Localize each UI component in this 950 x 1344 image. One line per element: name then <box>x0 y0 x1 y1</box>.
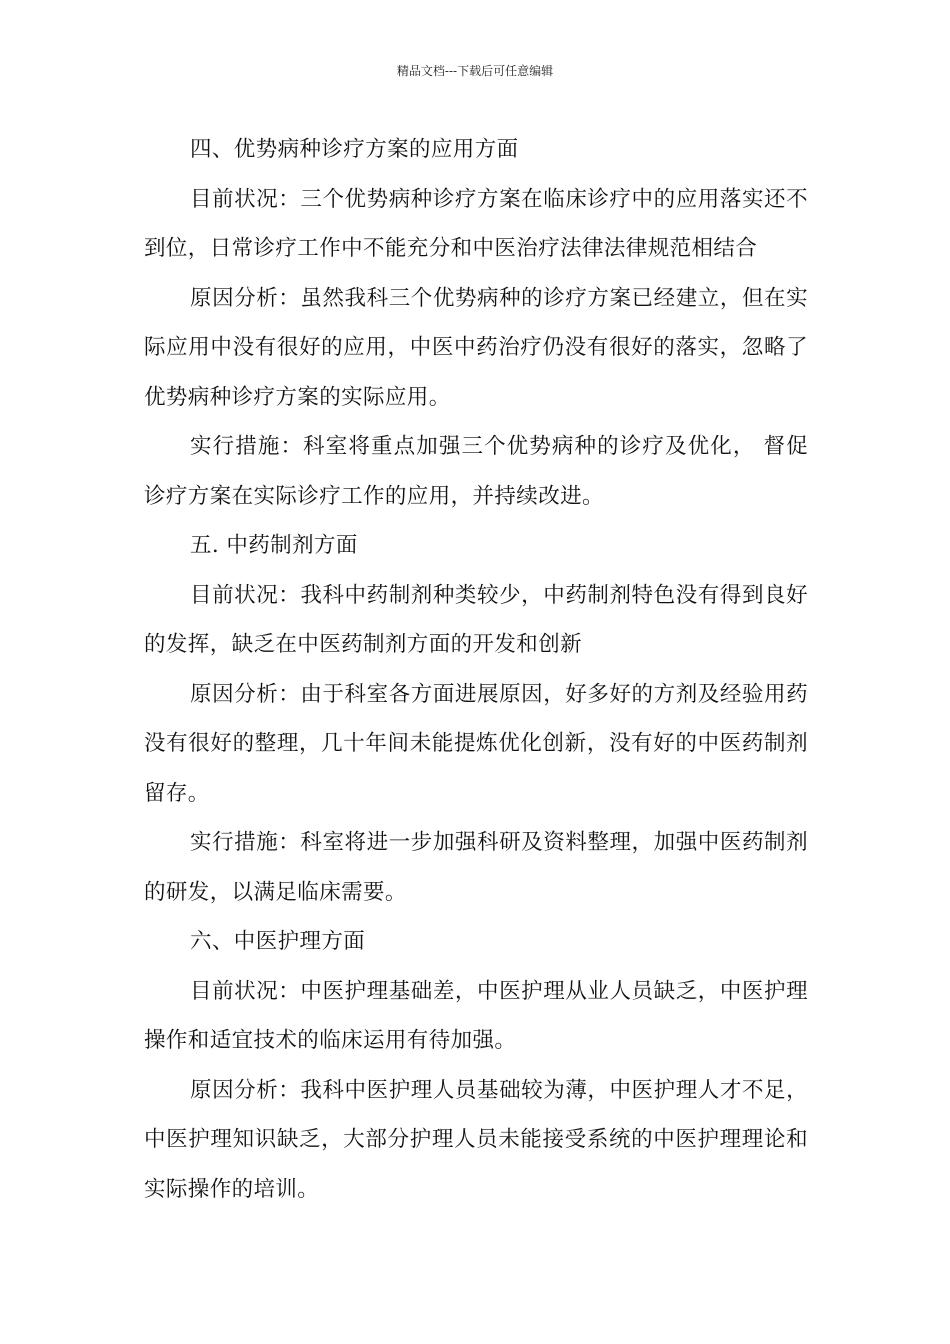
section-4-measures: 实行措施：科室将重点加强三个优势病种的诊疗及优化， 督促诊疗方案在实际诊疗工作的应用，并持续改进。 <box>144 434 808 509</box>
section-5-status: 目前状况：我科中药制剂种类较少，中药制剂特色没有得到良好的发挥，缺乏在中医药制剂方面的开发和创新 <box>144 582 808 657</box>
section-4-status: 目前状况：三个优势病种诊疗方案在临床诊疗中的应用落实还不到位，日常诊疗工作中不能充分和中医治疗法律法律规范相结合 <box>144 186 808 261</box>
page-header: 精品文档---下载后可任意编辑 <box>396 64 554 78</box>
document-body <box>144 125 808 1214</box>
section-6-heading: 六、中医护理方面 <box>190 929 366 954</box>
section-5-measures: 实行措施：科室将进一步加强科研及资料整理，加强中医药制剂的研发，以满足临床需要。 <box>144 830 808 905</box>
section-5-analysis: 原因分析：由于科室各方面进展原因，好多好的方剂及经验用药没有很好的整理，几十年间未能提炼优化创新，没有好的中医药制剂留存。 <box>144 681 808 806</box>
section-6-analysis: 原因分析：我科中医护理人员基础较为薄，中医护理人才不足，中医护理知识缺乏，大部分护理人员未能接受系统的中医护理理论和实际操作的培训。 <box>144 1077 808 1202</box>
section-6-status: 目前状况：中医护理基础差，中医护理从业人员缺乏，中医护理操作和适宜技术的临床运用有待加强。 <box>144 978 808 1053</box>
section-4-analysis: 原因分析：虽然我科三个优势病种的诊疗方案已经建立，但在实际应用中没有很好的应用，中医中药治疗仍没有很好的落实，忽略了优势病种诊疗方案的实际应用。 <box>144 285 808 410</box>
section-5-heading: 五. 中药制剂方面 <box>190 533 358 558</box>
section-4-heading: 四、优势病种诊疗方案的应用方面 <box>190 137 519 162</box>
